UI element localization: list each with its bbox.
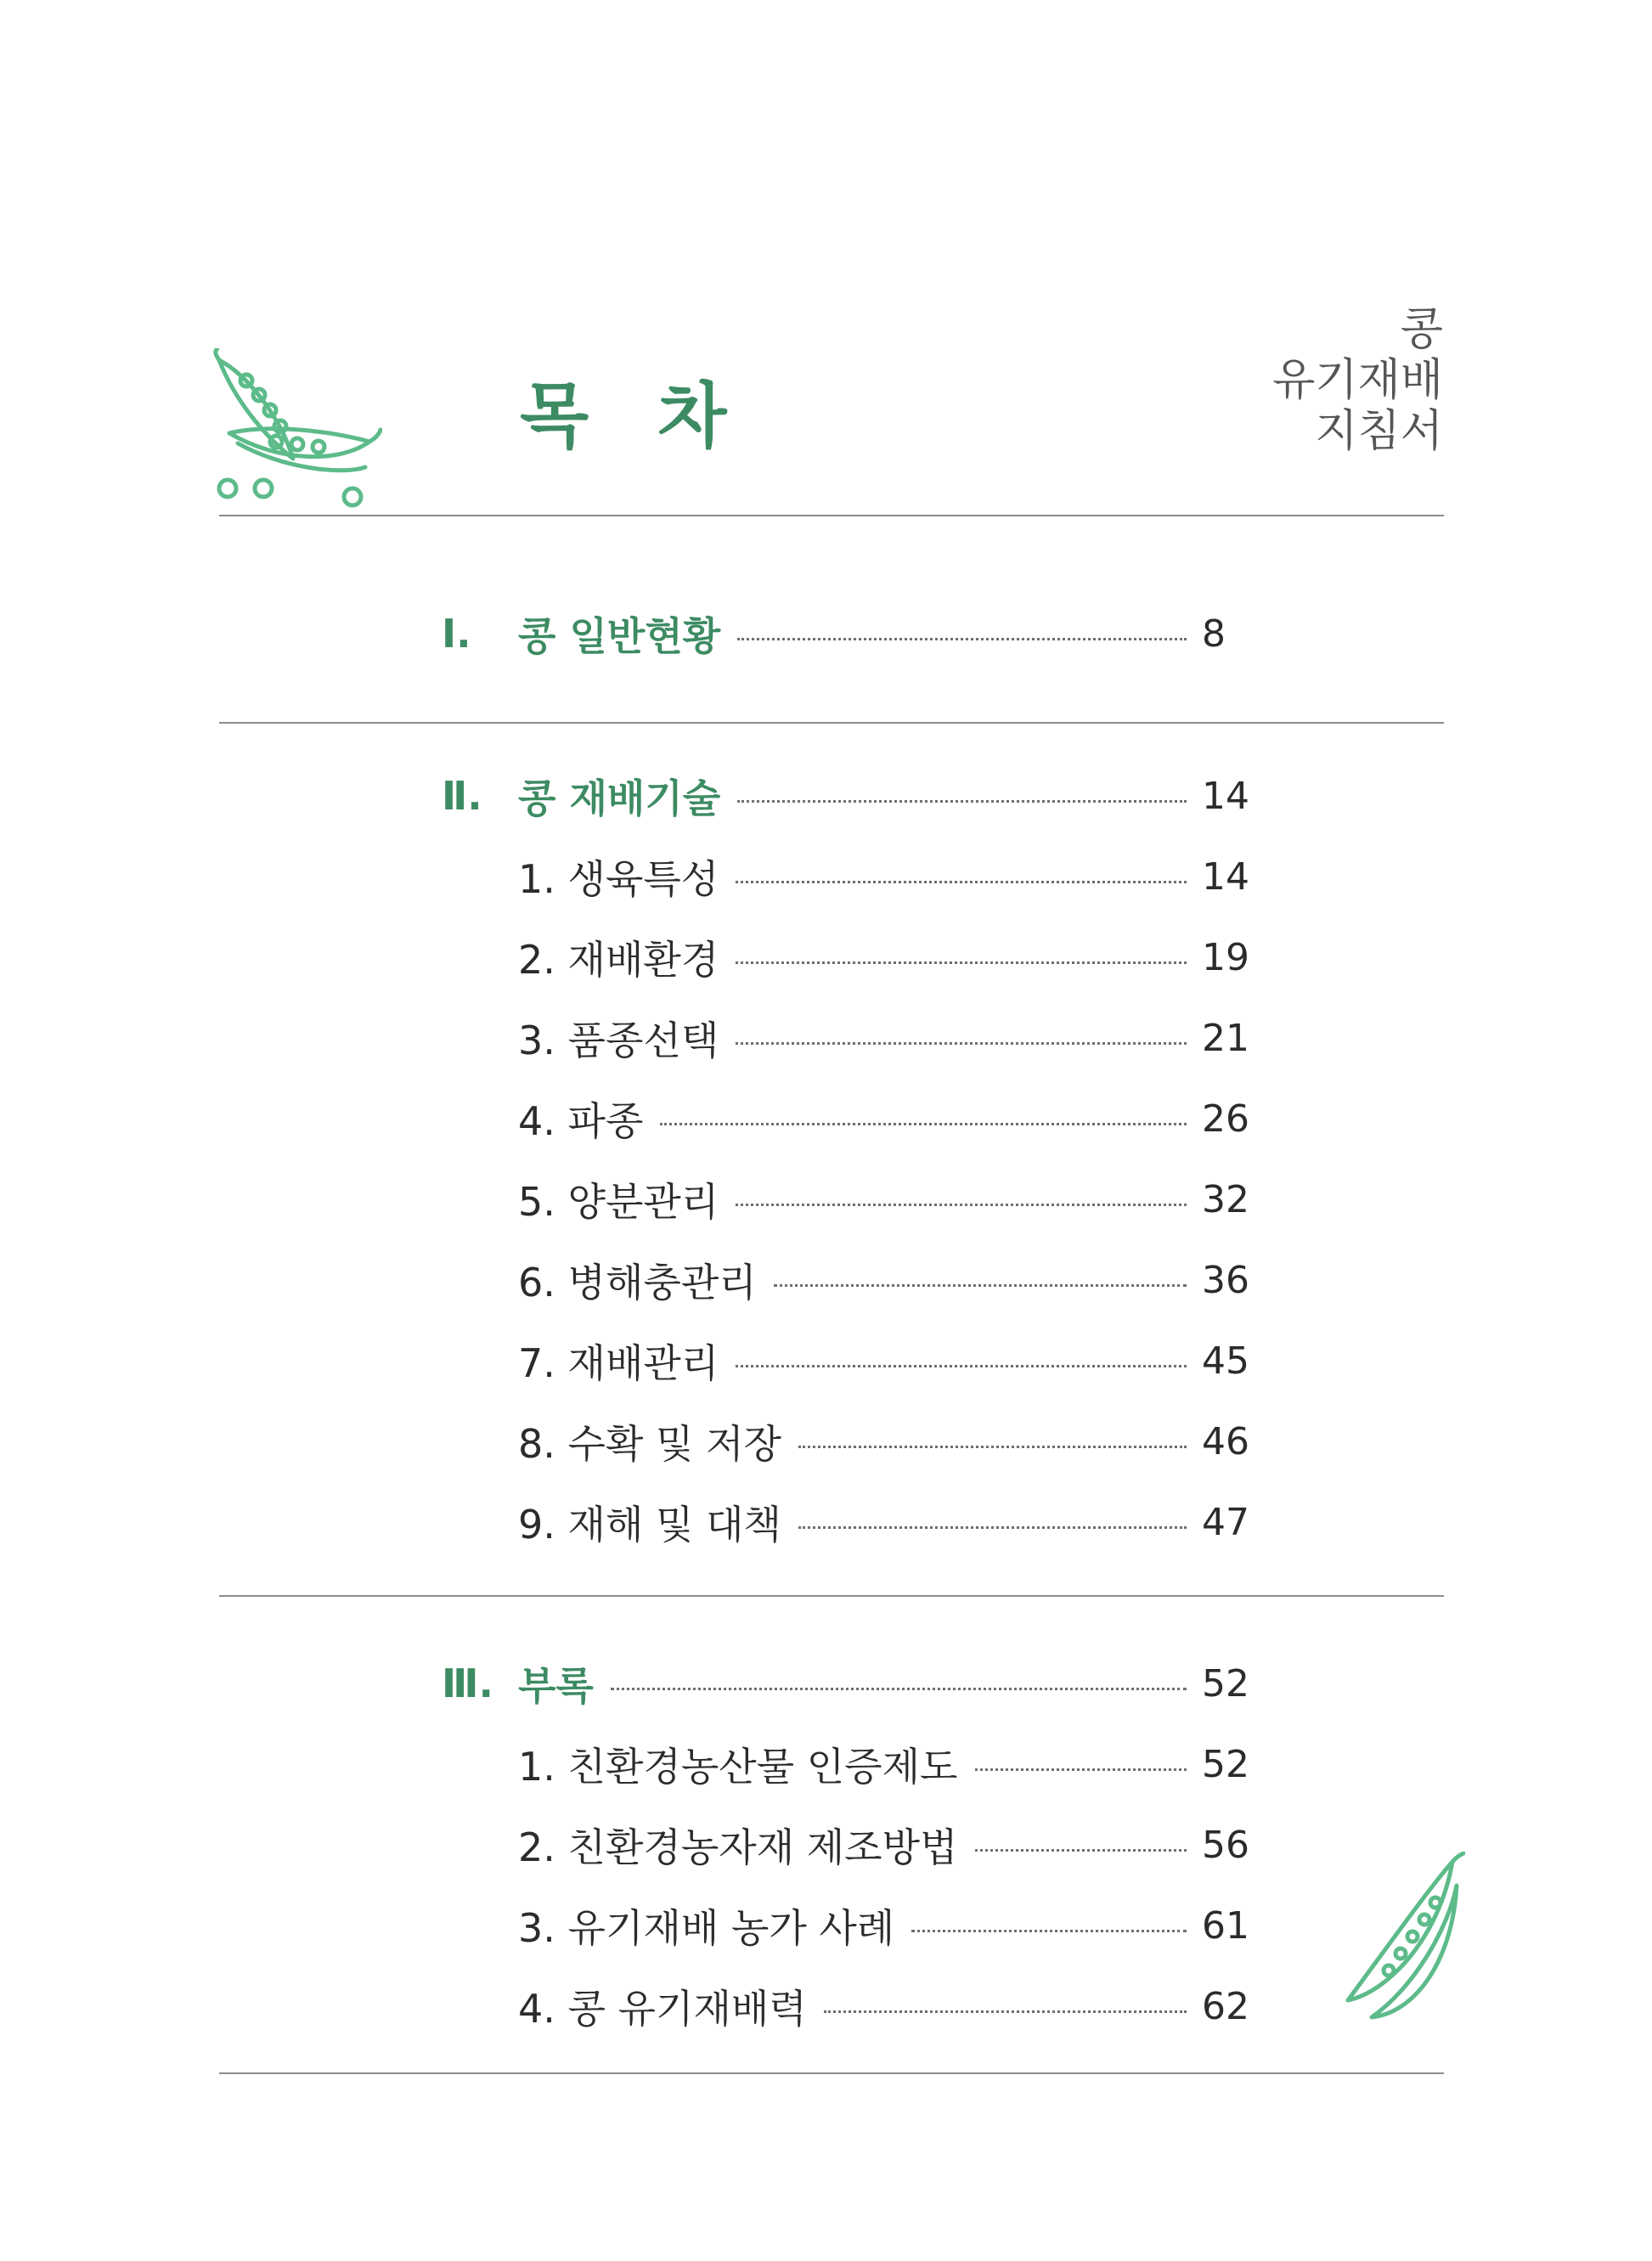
page-number: 19 — [1202, 935, 1249, 979]
pea-pod-icon — [212, 348, 382, 510]
page-number: 47 — [1202, 1500, 1249, 1544]
page-number: 36 — [1202, 1258, 1249, 1302]
page-number: 14 — [1202, 854, 1249, 899]
dot-leader — [975, 1849, 1187, 1852]
dot-leader — [911, 1930, 1187, 1932]
dot-leader — [824, 2010, 1187, 2013]
dot-leader — [737, 800, 1187, 803]
divider — [219, 2072, 1444, 2074]
toc-item[interactable] — [518, 1255, 1253, 1305]
page-number: 8 — [1202, 612, 1226, 656]
dot-leader — [798, 1526, 1187, 1529]
dot-leader — [736, 1042, 1187, 1045]
dot-leader — [736, 961, 1187, 964]
item-label: 5. 양분관리 — [518, 1179, 719, 1225]
page-number: 32 — [1202, 1177, 1249, 1221]
toc-item[interactable] — [518, 1739, 1253, 1790]
book-title — [1272, 304, 1443, 457]
section-title: 콩 일반현황 — [518, 613, 721, 659]
page-number: 52 — [1202, 1742, 1249, 1786]
section-numeral: Ⅰ. — [442, 611, 471, 657]
toc-item[interactable] — [518, 1012, 1253, 1063]
divider — [219, 722, 1444, 724]
page-number: 14 — [1202, 774, 1249, 818]
dot-leader — [611, 1688, 1187, 1690]
page-number: 52 — [1202, 1661, 1249, 1706]
toc-item[interactable] — [518, 1174, 1253, 1225]
pea-pod-icon — [1338, 1852, 1465, 2030]
page-number: 61 — [1202, 1903, 1249, 1948]
page-title: 목 차 — [520, 375, 749, 458]
item-label: 7. 재배관리 — [518, 1340, 719, 1386]
toc-section-2[interactable] — [442, 770, 1253, 821]
page-number: 26 — [1202, 1097, 1249, 1141]
item-label: 2. 재배환경 — [518, 937, 719, 983]
dot-leader — [774, 1284, 1187, 1287]
divider — [219, 515, 1444, 516]
toc-item[interactable] — [518, 851, 1253, 902]
page-number: 46 — [1202, 1419, 1249, 1463]
section-title: 부록 — [518, 1663, 594, 1709]
toc-item[interactable] — [518, 1497, 1253, 1548]
item-label: 2. 친환경농자재 제조방법 — [518, 1824, 958, 1870]
toc-item[interactable] — [518, 1416, 1253, 1467]
dot-leader — [736, 1204, 1187, 1206]
item-label: 1. 생육특성 — [518, 856, 719, 902]
book-title-line: 지침서 — [1315, 406, 1443, 457]
item-label: 9. 재해 및 대책 — [518, 1502, 781, 1548]
book-title-line: 유기재배 — [1272, 355, 1443, 406]
toc-item[interactable] — [518, 1819, 1253, 1870]
item-label: 8. 수확 및 저장 — [518, 1421, 781, 1467]
toc-section-3[interactable] — [442, 1658, 1253, 1709]
dot-leader — [736, 881, 1187, 883]
toc-item[interactable] — [518, 1335, 1253, 1386]
toc-item[interactable] — [518, 1093, 1253, 1144]
toc-item[interactable] — [518, 932, 1253, 983]
book-title-line: 콩 — [1400, 304, 1443, 355]
section-numeral: Ⅲ. — [442, 1661, 493, 1706]
section-numeral: Ⅱ. — [442, 773, 482, 819]
toc-item[interactable] — [518, 1900, 1253, 1951]
dot-leader — [975, 1768, 1187, 1771]
page-number: 21 — [1202, 1016, 1249, 1060]
section-title: 콩 재배기술 — [518, 775, 721, 821]
divider — [219, 1595, 1444, 1597]
item-label: 6. 병해충관리 — [518, 1260, 757, 1305]
item-label: 1. 친환경농산물 인증제도 — [518, 1744, 958, 1790]
dot-leader — [737, 638, 1187, 640]
page-number: 45 — [1202, 1339, 1249, 1383]
page-number: 62 — [1202, 1984, 1249, 2028]
dot-leader — [798, 1446, 1187, 1448]
item-label: 3. 유기재배 농가 사례 — [518, 1905, 895, 1951]
item-label: 4. 파종 — [518, 1098, 644, 1144]
toc-section-1[interactable] — [442, 608, 1253, 659]
dot-leader — [660, 1123, 1187, 1125]
dot-leader — [736, 1365, 1187, 1367]
toc-item[interactable] — [518, 1981, 1253, 2032]
page-number: 56 — [1202, 1823, 1249, 1867]
item-label: 3. 품종선택 — [518, 1018, 719, 1063]
item-label: 4. 콩 유기재배력 — [518, 1986, 807, 2032]
